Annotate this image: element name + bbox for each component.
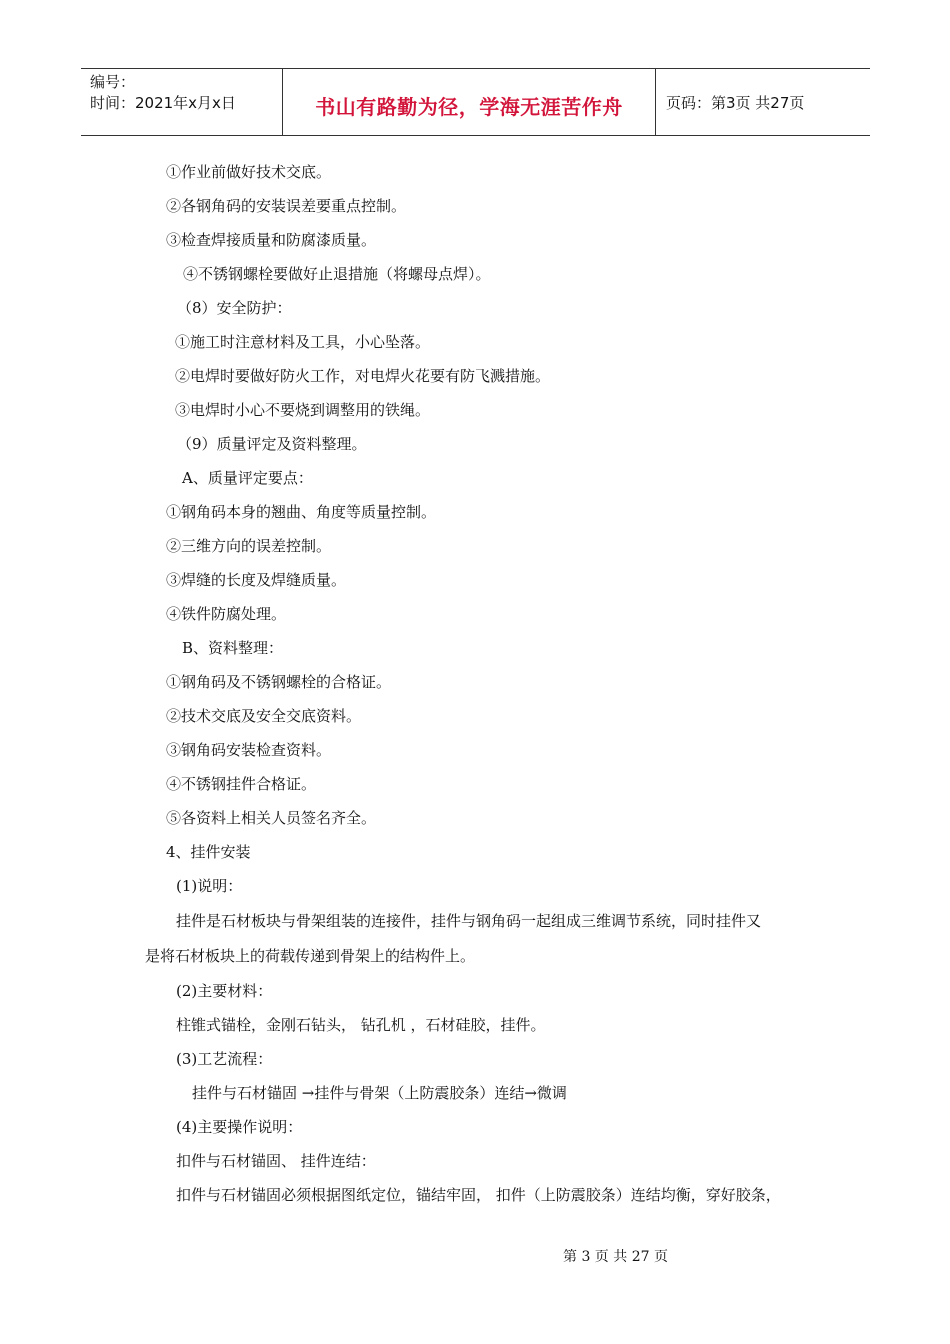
body-line: 扣件与石材锚固、 挂件连结：	[176, 1152, 376, 1170]
body-line: ③电焊时小心不要烧到调整用的铁绳。	[175, 401, 431, 419]
body-line: ③钢角码安装检查资料。	[166, 741, 332, 759]
subsection-heading: (2)主要材料：	[176, 982, 273, 1000]
subsection-heading: (1)说明：	[176, 877, 243, 895]
body-paragraph-line: 挂件是石材板块与骨架组装的连接件，挂件与钢角码一起组成三维调节系统，同时挂件又	[176, 912, 762, 930]
subsection-heading: (4)主要操作说明：	[176, 1118, 303, 1136]
body-line: ②三维方向的误差控制。	[166, 537, 332, 555]
serial-label: 编号：	[90, 73, 136, 91]
body-line: ④铁件防腐处理。	[166, 605, 287, 623]
body-line: ②各钢角码的安装误差要重点控制。	[166, 197, 407, 215]
section-heading: （9）质量评定及资料整理。	[177, 435, 367, 453]
body-line: 柱锥式锚栓，金刚石钻头， 钻孔机 ，石材硅胶，挂件。	[176, 1016, 546, 1034]
page-header	[81, 68, 870, 136]
header-motto-cell	[282, 69, 656, 135]
body-line: ④不锈钢螺栓要做好止退措施（将螺母点焊）。	[183, 265, 491, 283]
body-line: ②技术交底及安全交底资料。	[166, 707, 362, 725]
body-line: ⑤各资料上相关人员签名齐全。	[166, 809, 377, 827]
body-line: ①施工时注意材料及工具，小心坠落。	[175, 333, 431, 351]
body-line: ②电焊时要做好防火工作，对电焊火花要有防飞溅措施。	[175, 367, 551, 385]
section-heading: （8）安全防护：	[177, 299, 292, 317]
subsection-heading: A、质量评定要点：	[182, 469, 313, 487]
body-line: ④不锈钢挂件合格证。	[166, 775, 317, 793]
time-label: 时间：2021年x月x日	[90, 94, 236, 112]
body-line: ③焊缝的长度及焊缝质量。	[166, 571, 347, 589]
header-page-code	[656, 69, 870, 135]
body-paragraph-line: 是将石材板块上的荷载传递到骨架上的结构件上。	[145, 947, 476, 965]
subsection-heading: (3)工艺流程：	[176, 1050, 273, 1068]
body-paragraph-line: 扣件与石材锚固必须根据图纸定位，锚结牢固， 扣件（上防震胶条）连结均衡，穿好胶条，	[176, 1186, 781, 1204]
body-line: ①作业前做好技术交底。	[166, 163, 332, 181]
section-heading: 4、挂件安装	[166, 843, 251, 861]
footer-page-number: 第 3 页 共 27 页	[563, 1249, 668, 1265]
process-flow-line: 挂件与石材锚固 →挂件与骨架（上防震胶条）连结→微调	[192, 1084, 567, 1102]
subsection-heading: B、资料整理：	[182, 639, 284, 657]
body-line: ①钢角码及不锈钢螺栓的合格证。	[166, 673, 392, 691]
body-line: ①钢角码本身的翘曲、角度等质量控制。	[166, 503, 437, 521]
page-footer	[0, 1246, 950, 1266]
header-meta	[81, 69, 282, 135]
page-code: 页码：第3页 共27页	[666, 93, 805, 112]
body-line: ③检查焊接质量和防腐漆质量。	[166, 231, 377, 249]
motto: 书山有路勤为径，学海无涯苦作舟	[315, 94, 623, 119]
